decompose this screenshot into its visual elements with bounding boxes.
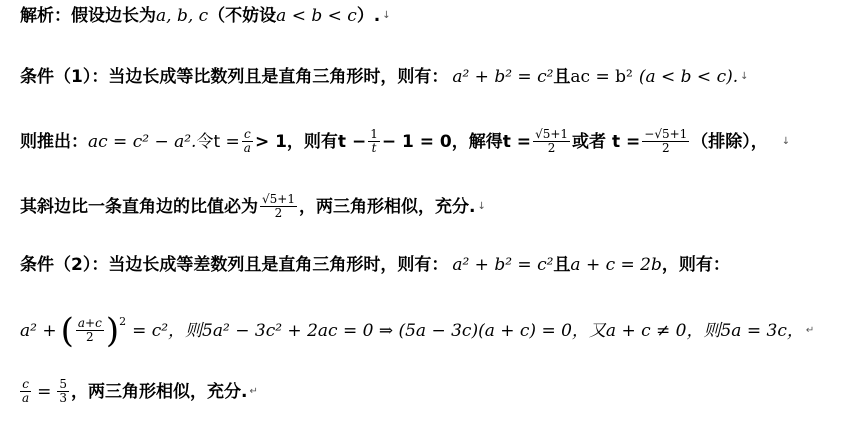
line-break-mark-icon: ↵ [805, 324, 815, 336]
math-segment: a² + [20, 320, 57, 341]
line-7 [20, 378, 258, 405]
left-paren: ( [60, 310, 74, 351]
text-segment: （不妨设 [208, 6, 277, 26]
line-break-mark-icon: ↓ [477, 200, 486, 212]
text-segment: 其斜边比一条直角边的比值必为 [20, 196, 258, 217]
equals-sign: = [37, 381, 52, 402]
math-segment: = c²，则5a² − 3c² + 2ac = 0 ⇒ (5a − 3c)(a + c) = 0，又a + c ≠ 0，则5a = 3c， [132, 320, 804, 341]
text-segment: 条件（2）：当边长成等差数列且是直角三角形时，则有： [20, 255, 449, 275]
fraction: $\frac{-√5+1}{2}$ [644, 127, 688, 155]
math-segment: ac = c² − a². [88, 131, 197, 152]
text-segment: 条件（1）：当边长成等比数列且是直角三角形时，则有： [20, 67, 449, 87]
fraction: $\frac{5}{3}$ [59, 377, 68, 405]
math-segment: a, b, c [156, 6, 209, 26]
text-segment: 解析：假设边长为 [20, 6, 156, 26]
text-segment: ，则有： [661, 255, 730, 275]
text-segment: − 1 = 0，解得t = [381, 131, 532, 152]
line-5 [20, 254, 730, 276]
math-segment: a² + b² = c² [452, 255, 554, 275]
text-segment: 或者 t = [572, 131, 641, 152]
math-segment: a + c = 2b [570, 255, 662, 275]
math-segment: a² + b² = c² [452, 67, 554, 87]
line-6 [20, 310, 815, 351]
fraction: $\frac{√5+1}{2}$ [262, 192, 295, 220]
line-break-mark-icon: ↓ [740, 71, 749, 82]
text-segment: 且 [553, 255, 571, 275]
text-segment: > 1，则有t − [254, 131, 367, 152]
fraction: $\frac{c}{a}$ [22, 377, 30, 405]
line-break-mark-icon: ↵ [249, 385, 258, 397]
fraction: $\frac{c}{a}$ [243, 127, 251, 155]
exponent: 2 [119, 315, 127, 328]
fraction: $\frac{√5+1}{2}$ [535, 127, 569, 155]
line-break-mark-icon: ↓ [781, 135, 791, 147]
text-segment: 令t = [196, 131, 240, 152]
fraction: $\frac{a+c}{2}$ [77, 316, 102, 344]
line-break-mark-icon: ↓ [382, 10, 391, 21]
text-segment: ，两三角形相似，充分. [298, 196, 476, 217]
line-2 [20, 66, 749, 88]
text-segment: 且 [553, 67, 571, 87]
text-segment: （排除）， [691, 131, 768, 152]
right-paren: ) [105, 310, 120, 351]
line-3 [20, 128, 790, 155]
fraction: $\frac{1}{t}$ [370, 127, 378, 155]
math-segment: (a < b < c). [638, 67, 739, 87]
math-segment: ac = b² [570, 67, 633, 87]
math-segment: a < b < c [276, 6, 357, 26]
text-segment: ）. [356, 6, 381, 26]
line-4 [20, 193, 486, 220]
text-segment: ，两三角形相似，充分. [71, 381, 248, 402]
line-1 [20, 5, 391, 27]
text-segment: 则推出： [20, 131, 88, 152]
